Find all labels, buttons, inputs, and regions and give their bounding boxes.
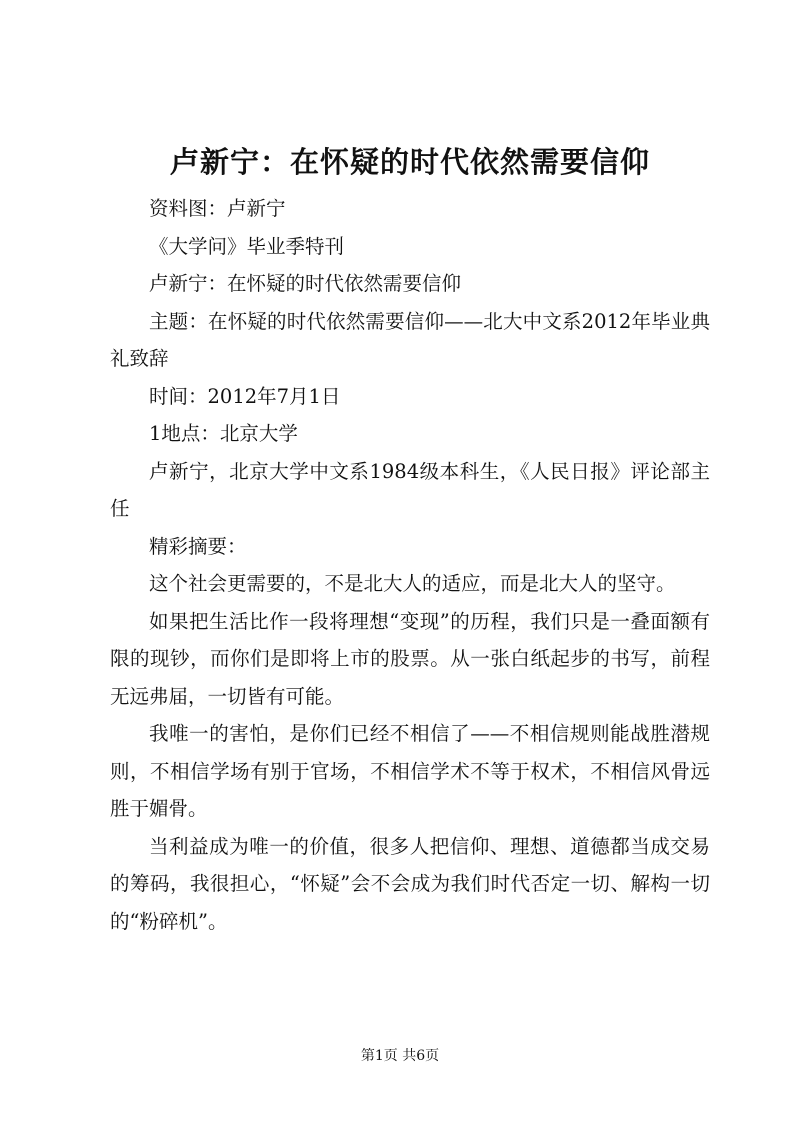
paragraph-special-issue: 《大学问》毕业季特刊 xyxy=(149,234,345,258)
paragraph-quote-2: 如果把生活比作一段将理想“变现”的历程，我们只是一叠面额有限的现钞，而你们是即将上市的股票。从一张白纸起步的书写，前程无远弗届，一切皆有可能。 xyxy=(110,609,710,708)
paragraph-speaker-bio: 卢新宁，北京大学中文系1984级本科生，《人民日报》评论部主任 xyxy=(110,459,710,520)
paragraph-quote-1: 这个社会更需要的，不是北大人的适应，而是北大人的坚守。 xyxy=(149,572,676,595)
paragraph-quote-4: 当利益成为唯一的价值，很多人把信仰、理想、道德都当成交易的筹码，我很担心，“怀疑”会不会成为我们时代否定一切、解构一切的“粉碎机”。 xyxy=(110,834,710,933)
paragraph-quote-3: 我唯一的害怕，是你们已经不相信了——不相信规则能战胜潜规则，不相信学场有别于官场，不相信学术不等于权术，不相信风骨远胜于媚骨。 xyxy=(110,722,710,820)
paragraph-heading: 卢新宁：在怀疑的时代依然需要信仰 xyxy=(149,272,462,295)
paragraph-location: 1地点：北京大学 xyxy=(149,422,298,445)
paragraph-summary-label: 精彩摘要： xyxy=(149,534,247,558)
paragraph-time: 时间：2012年7月1日 xyxy=(149,384,341,408)
page-number-footer: 第1页 共6页 xyxy=(360,1048,440,1064)
paragraph-theme: 主题：在怀疑的时代依然需要信仰——北大中文系2012年毕业典礼致辞 xyxy=(110,309,710,370)
document-title: 卢新宁：在怀疑的时代依然需要信仰 xyxy=(169,145,650,179)
paragraph-image-caption: 资料图：卢新宁 xyxy=(149,197,286,220)
document-body xyxy=(110,190,710,940)
